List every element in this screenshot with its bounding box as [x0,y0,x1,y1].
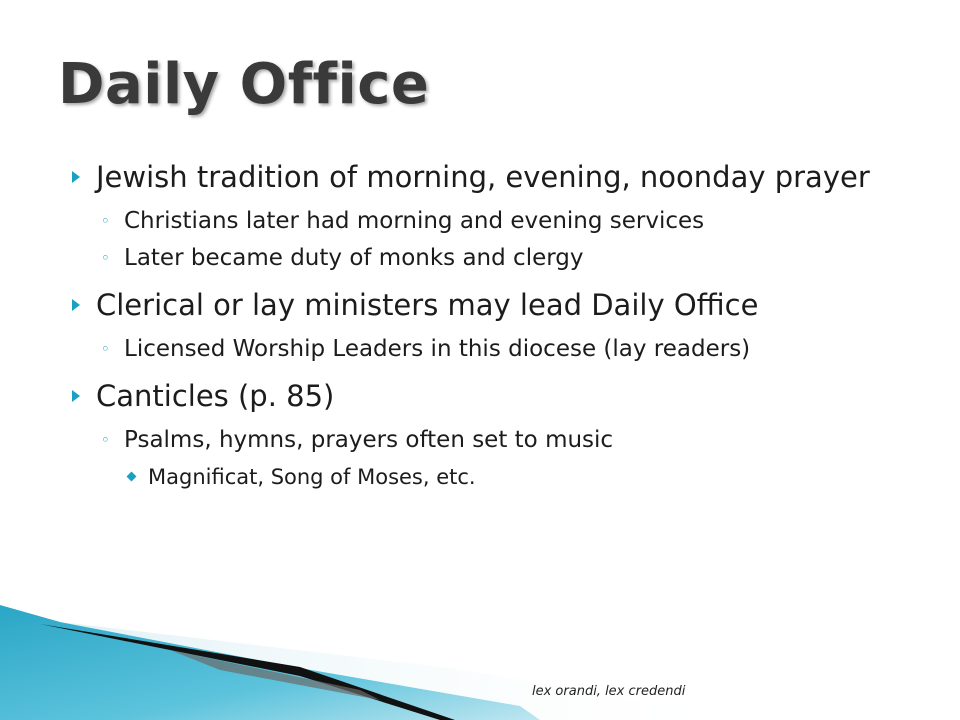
list-item-text: Canticles (p. 85) [96,379,335,413]
list-item [72,377,902,415]
sub-list-item [72,425,902,456]
circle-bullet-icon: ◦ [101,212,110,230]
bullet-list [72,158,902,492]
diamond-bullet-icon [127,472,137,482]
circle-bullet-icon: ◦ [101,249,110,267]
sub-list-item [72,206,902,237]
sub-list-item-text: Later became duty of monks and clergy [124,245,584,271]
triangle-bullet-icon [72,390,80,402]
sub-list-item [72,334,902,365]
list-item [72,158,902,196]
slide-title: Daily Office [58,52,430,117]
triangle-bullet-icon [72,299,80,311]
footer-text: lex orandi, lex credendi [532,684,686,699]
sub-sub-list-item-text: Magnificat, Song of Moses, etc. [148,465,476,489]
sub-list-item-text: Psalms, hymns, prayers often set to music [124,427,614,453]
sub-list-item-text: Christians later had morning and evening services [124,208,705,234]
sub-list-item-text: Licensed Worship Leaders in this diocese (lay readers) [124,336,751,362]
circle-bullet-icon: ◦ [101,340,110,358]
triangle-bullet-icon [72,171,80,183]
sub-list-item [72,243,902,274]
list-item-text: Jewish tradition of morning, evening, noonday prayer [96,160,870,194]
list-item [72,286,902,324]
list-item-text: Clerical or lay ministers may lead Daily Office [96,288,759,322]
circle-bullet-icon: ◦ [101,431,110,449]
sub-sub-list-item [72,462,902,492]
